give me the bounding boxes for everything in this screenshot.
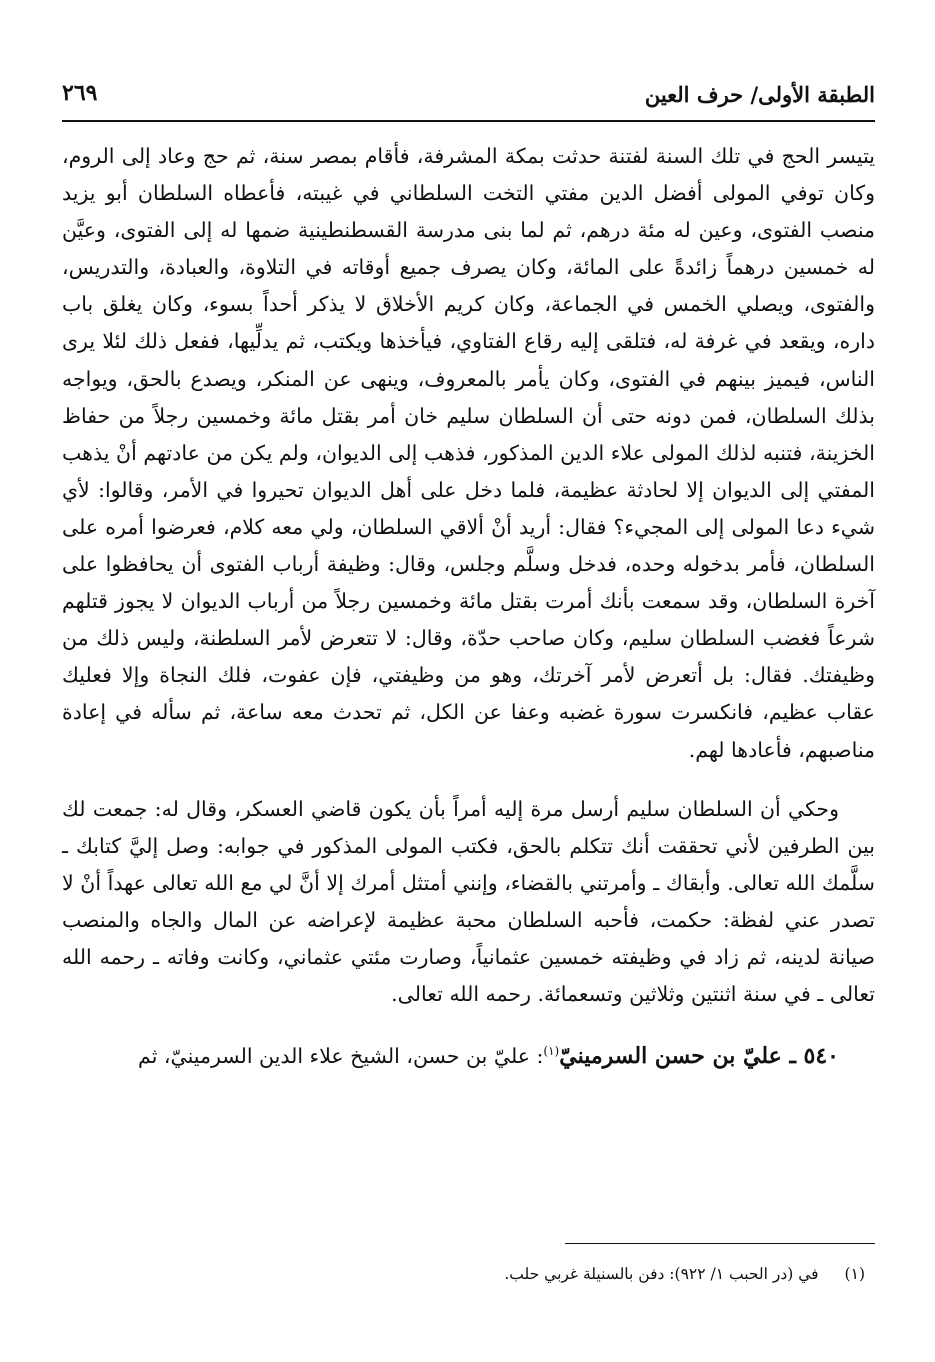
paragraph-1: يتيسر الحج في تلك السنة لفتنة حدثت بمكة المشرفة، فأقام بمصر سنة، ثم حج وعاد إلى الروم، وكان توفي المولى أفضل الدين مفتي التخت السلطاني في غيبته، فأعطاه السلطان أبو يزيد منصب الفتوى، وعين له مئة درهم، ثم لما بنى مدرسة القسطنطينية ضمها له إلى الفتوى، وعيَّن له خمسين درهماً زائدةً على المائة، وكان يصرف جميع أوقاته في التلاوة، والعبادة، والتدريس، والفتوى، ويصلي الخمس في الجماعة، وكان كريم الأخلاق لا يذكر أحداً بسوء، وكان يغلق باب داره، ويقعد في غرفة له، فتلقى إليه رقاع الفتاوي، فيأخذها ويكتب، ثم يدلِّيها، ففعل ذلك لئلا يرى الناس، فيميز بينهم في الفتوى، وكان يأمر بالمعروف، وينهى عن المنكر، ويصدع بالحق، ويواجه بذلك السلطان، فمن دونه حتى أن السلطان سليم خان أمر بقتل مائة وخمسين رجلاً من حفاظ الخزينة، فتنبه لذلك المولى علاء الدين المذكور، فذهب إلى الديوان، ولم يكن من عادتهم أنْ يذهب المفتي إلى الديوان إلا لحادثة عظيمة، فلما دخل على أهل الديوان تحيروا في الأمر، وقالوا: لأي شيء دعا المولى إلى المجيء؟ فقال: أريد أنْ ألاقي السلطان، ولي معه كلام، فعرضوا أمره على السلطان، فأمر بدخوله وحده، فدخل وسلَّم وجلس، وقال: وظيفة أرباب الفتوى أن يحافظوا على آخرة السلطان، وقد سمعت بأنك أمرت بقتل مائة وخمسين رجلاً من أرباب الديوان لا يجوز قتلهم شرعاً فغضب السلطان سليم، وكان صاحب حدّة، وقال: لا تتعرض لأمر السلطنة، وليس ذلك من وظيفتك. فقال: بل أتعرض لأمر آخرتك، وهو من وظيفتي، فإن عفوت، فلك النجاة وإلا فعليك عقاب عظيم، فانكسرت سورة غضبه وعفا عن الكل، ثم تحدث معه ساعة، ثم سأله في إعادة مناصبهم، فأعادها لهم. — [62, 144, 875, 762]
paragraph-2: وحكي أن السلطان سليم أرسل مرة إليه أمراً بأن يكون قاضي العسكر، وقال له: جمعت لك بين الطرفين لأني تحققت أنك تتكلم بالحق، فكتب المولى المذكور في جوابه: وصل إليَّ كتابك ـ سلَّمك الله تعالى. وأبقاك ـ وأمرتني بالقضاء، وإنني أمتثل أمرك إلا أنَّ لي مع الله تعالى عهداً أنْ لا تصدر عني لفظة: حكمت، فأحبه السلطان محبة عظيمة لإعراضه عن المال والجاه والمنصب صيانة لدينه، ثم زاد في وظيفته خمسين عثمانياً، وصارت مئتي عثماني، وكانت وفاته ـ رحمه الله تعالى ـ في سنة اثنتين وثلاثين وتسعمائة. رحمه الله تعالى. — [62, 796, 875, 1007]
footnote-number: (١) — [844, 1265, 865, 1283]
footnote — [62, 1262, 865, 1286]
page-header — [62, 76, 875, 122]
footnote-text: في (در الحبب ١/ ٩٢٢): دفن بالسنيلة غربي حلب. — [504, 1265, 819, 1283]
footnote-divider — [565, 1243, 875, 1244]
biography-entry — [62, 1033, 875, 1075]
running-head: الطبقة الأولى/ حرف العين — [644, 82, 875, 107]
footnote-reference[interactable]: (١) — [543, 1044, 560, 1059]
entry-heading: ٥٤٠ ـ عليّ بن حسن السرمينيّ — [559, 1042, 839, 1069]
page-number: ٢٦٩ — [62, 80, 98, 106]
main-text — [62, 138, 875, 1075]
entry-text: : عليّ بن حسن، الشيخ علاء الدين السرمينيّ، ثم — [138, 1043, 544, 1068]
